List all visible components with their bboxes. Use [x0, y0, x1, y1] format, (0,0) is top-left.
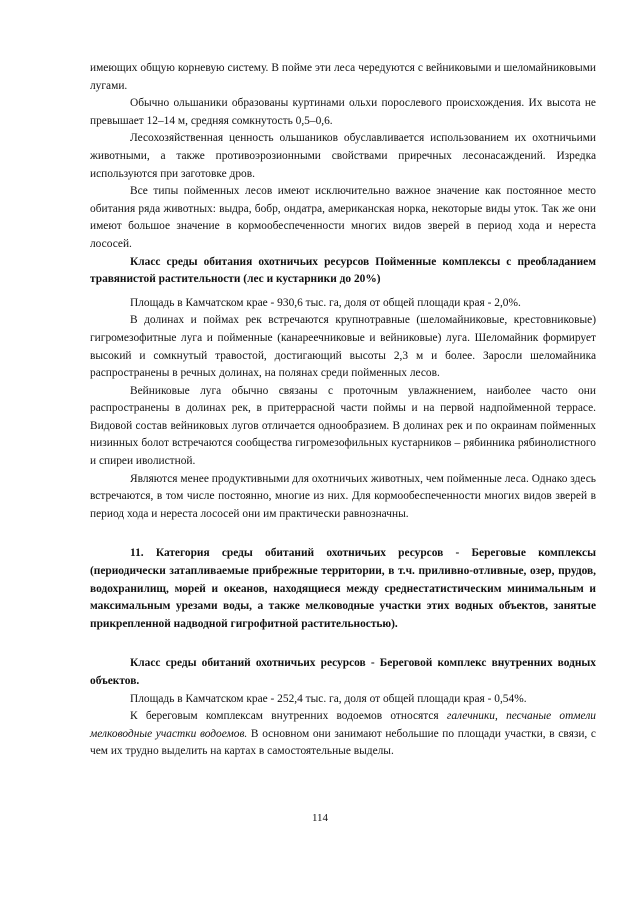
- paragraph-3: Лесохозяйственная ценность ольшаников обуславливается использованием их охотничьими животными, а также противоэрозионными свойствами приречных лесонасаждений. Изредка используются при заготовке дров.: [90, 132, 596, 180]
- paragraph-5: Площадь в Камчатском крае - 930,6 тыс. га, доля от общей площади края - 2,0%.: [130, 296, 521, 309]
- paragraph-10-start: К береговым комплексам внутренних водоемов относятся: [130, 710, 447, 723]
- paragraph-10-italic: галечники, песчаные отмели мелководные участки водоемов.: [90, 710, 596, 740]
- paragraph-10-end: В основном они занимают небольшие по площади участки, в связи, с чем их трудно выделить на картах в самостоятельные выделы.: [90, 727, 596, 758]
- paragraph-1: имеющих общую корневую систему. В пойме эти леса чередуются с вейниковыми и шеломайниковыми лугами.: [90, 62, 596, 92]
- class-heading-1: Класс среды обитания охотничьих ресурсов Пойменные комплексы с преобладанием травянистой растительности (лес и кустарники до 20%): [90, 255, 596, 286]
- paragraph-10: [90, 708, 596, 761]
- paragraph-4: Все типы пойменных лесов имеют исключительно важное значение как постоянное место обитания ряда животных: выдра, бобр, ондатра, американская норка, некоторые виды уток. Так же они имеют большое значение в кормообеспеченности многих видов зверей в период хода и нереста лососей.: [90, 185, 596, 250]
- paragraph-2: Обычно ольшаники образованы куртинами ольхи порослевого происхождения. Их высота не превышает 12–14 м, средняя сомкнутость 0,5–0,6.: [90, 97, 596, 127]
- paragraph-7: Вейниковые луга обычно связаны с проточным увлажнением, наиболее часто они распространены в долинах рек, в притеррасной части поймы и на первой надпойменной террасе. Видовой состав вейниковых лугов отличается однообразием. В долинах рек и по окраинам пойменных низинных болот встречаются сообщества гигромезофильных кустарников – рябинника рябинолистного и спиреи иволистной.: [90, 384, 596, 468]
- paragraph-8: Являются менее продуктивными для охотничьих животных, чем пойменные леса. Однако здесь встречаются, в том числе постоянно, многие из них. Для кормообеспеченности многих видов зверей в период хода и нереста лососей они им практически равнозначны.: [90, 472, 596, 520]
- paragraph-6: В долинах и поймах рек встречаются крупнотравные (шеломайниковые, крестовниковые) гигромезофитные луга и пойменные (канареечниковые и вейниковые) луга. Шеломайник формирует высокий и сомкнутый травостой, достигающий высоты 2,3 м и более. Заросли шеломайника распространены в речных долинах, на полянах среди пойменных лесов.: [90, 314, 596, 380]
- class-heading-2: Класс среды обитаний охотничьих ресурсов - Береговой комплекс внутренних водных объектов.: [90, 657, 596, 687]
- paragraph-9: Площадь в Камчатском крае - 252,4 тыс. га, доля от общей площади края - 0,54%.: [130, 692, 527, 705]
- page-number: 114: [311, 812, 329, 824]
- category-heading: 11. Категория среды обитаний охотничьих ресурсов - Береговые комплексы (периодически затапливаемые прибрежные территории, в т.ч. приливно-отливные, озер, прудов, водохранилищ, морей и океанов, находящиеся между среднестатистическим минимальным и максимальным урезами воды, а также мелководные участки этих водных объектов, занятые прикрепленной надводной гигрофитной растительностью).: [90, 547, 596, 630]
